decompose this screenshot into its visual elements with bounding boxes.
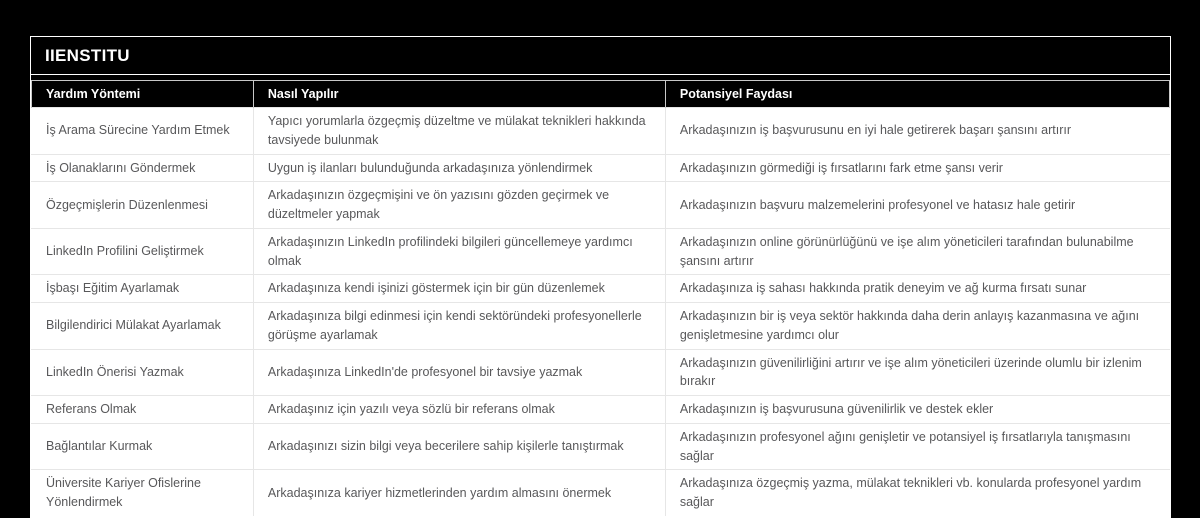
column-header-yardim-yontemi: Yardım Yöntemi bbox=[32, 81, 254, 108]
table-cell: Arkadaşınıza LinkedIn'de profesyonel bir tavsiye yazmak bbox=[253, 349, 665, 396]
table-cell: Arkadaşınızın güvenilirliğini artırır ve işe alım yöneticileri üzerinde olumlu bir izlenim bırakır bbox=[665, 349, 1169, 396]
table-cell: Arkadaşınızın profesyonel ağını genişletir ve potansiyel iş fırsatlarıyla tanışmasını sağlar bbox=[665, 423, 1169, 470]
help-methods-table bbox=[31, 80, 1170, 517]
table-cell: Arkadaşınıza bilgi edinmesi için kendi sektöründeki profesyonellerle görüşme ayarlamak bbox=[253, 303, 665, 350]
table-row bbox=[32, 275, 1170, 303]
table-cell: Arkadaşınızın özgeçmişini ve ön yazısını gözden geçirmek ve düzeltmeler yapmak bbox=[253, 182, 665, 229]
table-row bbox=[32, 423, 1170, 470]
table-cell: Arkadaşınızın iş başvurusuna güvenilirlik ve destek ekler bbox=[665, 396, 1169, 424]
table-cell: İş Olanaklarını Göndermek bbox=[32, 154, 254, 182]
table-cell: Yapıcı yorumlarla özgeçmiş düzeltme ve mülakat teknikleri hakkında tavsiyede bulunmak bbox=[253, 108, 665, 155]
table-cell: İş Arama Sürecine Yardım Etmek bbox=[32, 108, 254, 155]
table-cell: Üniversite Kariyer Ofislerine Yönlendirmek bbox=[32, 470, 254, 517]
table-cell: Uygun iş ilanları bulunduğunda arkadaşınıza yönlendirmek bbox=[253, 154, 665, 182]
table-cell: Arkadaşınıza kendi işinizi göstermek için bir gün düzenlemek bbox=[253, 275, 665, 303]
table-cell: Arkadaşınızı sizin bilgi veya becerilere sahip kişilerle tanıştırmak bbox=[253, 423, 665, 470]
table-cell: Arkadaşınızın bir iş veya sektör hakkında daha derin anlayış kazanmasına ve ağını genişletmesine yardımcı olur bbox=[665, 303, 1169, 350]
table-body bbox=[32, 108, 1170, 517]
table-cell: Arkadaşınıza kariyer hizmetlerinden yardım almasını önermek bbox=[253, 470, 665, 517]
table-cell: Özgeçmişlerin Düzenlenmesi bbox=[32, 182, 254, 229]
table-row bbox=[32, 228, 1170, 275]
table-cell: Arkadaşınız için yazılı veya sözlü bir referans olmak bbox=[253, 396, 665, 424]
table-cell: Arkadaşınızın online görünürlüğünü ve işe alım yöneticileri tarafından bulunabilme şansını artırır bbox=[665, 228, 1169, 275]
table-row bbox=[32, 349, 1170, 396]
table-cell: LinkedIn Profilini Geliştirmek bbox=[32, 228, 254, 275]
table-cell: Referans Olmak bbox=[32, 396, 254, 424]
table-cell: Arkadaşınızın görmediği iş fırsatlarını fark etme şansı verir bbox=[665, 154, 1169, 182]
table-cell: Arkadaşınıza iş sahası hakkında pratik deneyim ve ağ kurma fırsatı sunar bbox=[665, 275, 1169, 303]
brand-title: IIENSTITU bbox=[45, 46, 130, 65]
column-header-nasil-yapilir: Nasıl Yapılır bbox=[253, 81, 665, 108]
table-cell: İşbaşı Eğitim Ayarlamak bbox=[32, 275, 254, 303]
table-row bbox=[32, 154, 1170, 182]
table-cell: Bilgilendirici Mülakat Ayarlamak bbox=[32, 303, 254, 350]
table-cell: Arkadaşınızın LinkedIn profilindeki bilgileri güncellemeye yardımcı olmak bbox=[253, 228, 665, 275]
table-cell: Arkadaşınızın iş başvurusunu en iyi hale getirerek başarı şansını artırır bbox=[665, 108, 1169, 155]
table-row bbox=[32, 182, 1170, 229]
content-panel bbox=[30, 36, 1171, 518]
table-cell: Arkadaşınıza özgeçmiş yazma, mülakat teknikleri vb. konularda profesyonel yardım sağlar bbox=[665, 470, 1169, 517]
table-row bbox=[32, 396, 1170, 424]
table-cell: Arkadaşınızın başvuru malzemelerini profesyonel ve hatasız hale getirir bbox=[665, 182, 1169, 229]
brand-header bbox=[31, 37, 1170, 75]
table-row bbox=[32, 108, 1170, 155]
table-cell: Bağlantılar Kurmak bbox=[32, 423, 254, 470]
column-header-potansiyel-faydasi: Potansiyel Faydası bbox=[665, 81, 1169, 108]
table-cell: LinkedIn Önerisi Yazmak bbox=[32, 349, 254, 396]
table-header-row bbox=[32, 81, 1170, 108]
table-row bbox=[32, 303, 1170, 350]
